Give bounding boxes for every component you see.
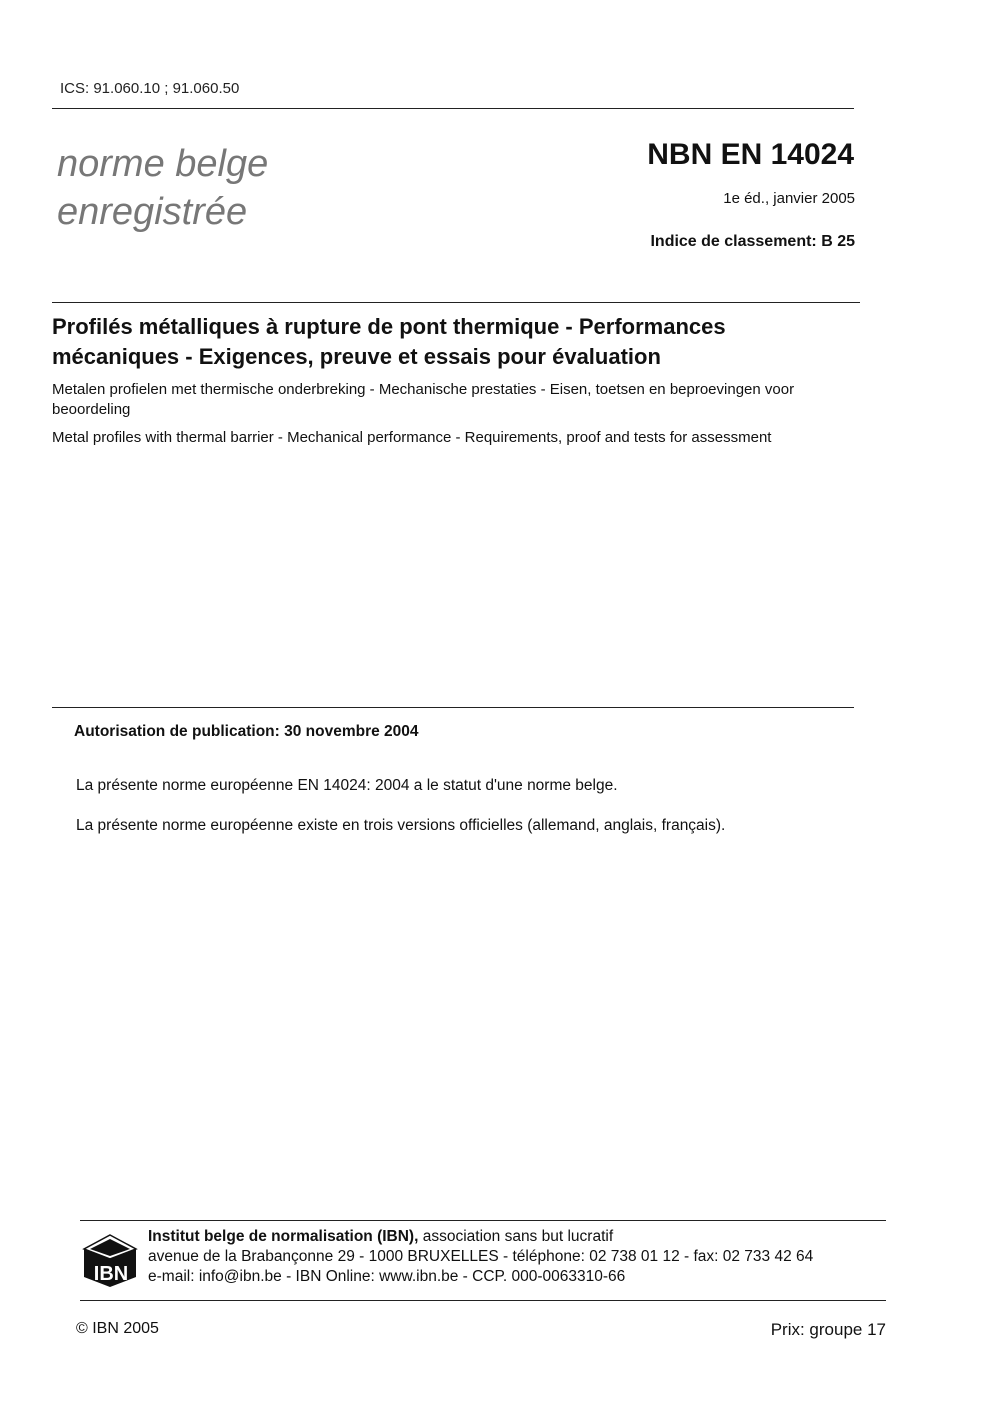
copyright: © IBN 2005 xyxy=(76,1320,159,1337)
institute-line xyxy=(148,1228,613,1246)
title-french: Profilés métalliques à rupture de pont thermique - Performances mécaniques - Exigences, preuve et essais pour évaluation xyxy=(52,314,726,369)
institute-description: association sans but lucratif xyxy=(422,1228,614,1245)
institute-address: avenue de la Brabançonne 29 - 1000 BRUXELLES - téléphone: 02 738 01 12 - fax: 02 733 42 64 xyxy=(148,1248,814,1265)
publication-divider xyxy=(52,707,854,708)
institute-contact: e-mail: info@ibn.be - IBN Online: www.ibn.be - CCP. 000-0063310-66 xyxy=(148,1268,626,1285)
status-statement: La présente norme européenne EN 14024: 2004 a le statut d'une norme belge. xyxy=(76,777,618,794)
title-dutch: Metalen profielen met thermische onderbreking - Mechanische prestaties - Eisen, toetsen en beproevingen voor beoordeling xyxy=(52,381,795,418)
brand-line-1: norme belge xyxy=(57,143,269,185)
ibn-logo-icon xyxy=(82,1233,138,1289)
title-english: Metal profiles with thermal barrier - Mechanical performance - Requirements, proof and tests for assessment xyxy=(52,429,772,446)
ics-code: ICS: 91.060.10 ; 91.060.50 xyxy=(60,80,240,97)
footer-divider-top xyxy=(80,1220,886,1221)
versions-statement: La présente norme européenne existe en trois versions officielles (allemand, anglais, français). xyxy=(76,817,726,834)
title-divider xyxy=(52,302,860,303)
institute-name: Institut belge de normalisation (IBN), xyxy=(148,1228,419,1245)
classification-index: Indice de classement: B 25 xyxy=(650,233,855,250)
edition-date: 1e éd., janvier 2005 xyxy=(723,190,855,207)
brand-line-2: enregistrée xyxy=(57,191,248,233)
footer-divider-bottom xyxy=(80,1300,886,1301)
standard-number: NBN EN 14024 xyxy=(647,138,854,171)
price-group: Prix: groupe 17 xyxy=(770,1320,886,1339)
publication-authorisation: Autorisation de publication: 30 novembre 2004 xyxy=(74,723,419,740)
logo-lettering: IBN xyxy=(93,1263,129,1285)
brand-title xyxy=(57,140,268,236)
header-divider xyxy=(52,108,854,109)
